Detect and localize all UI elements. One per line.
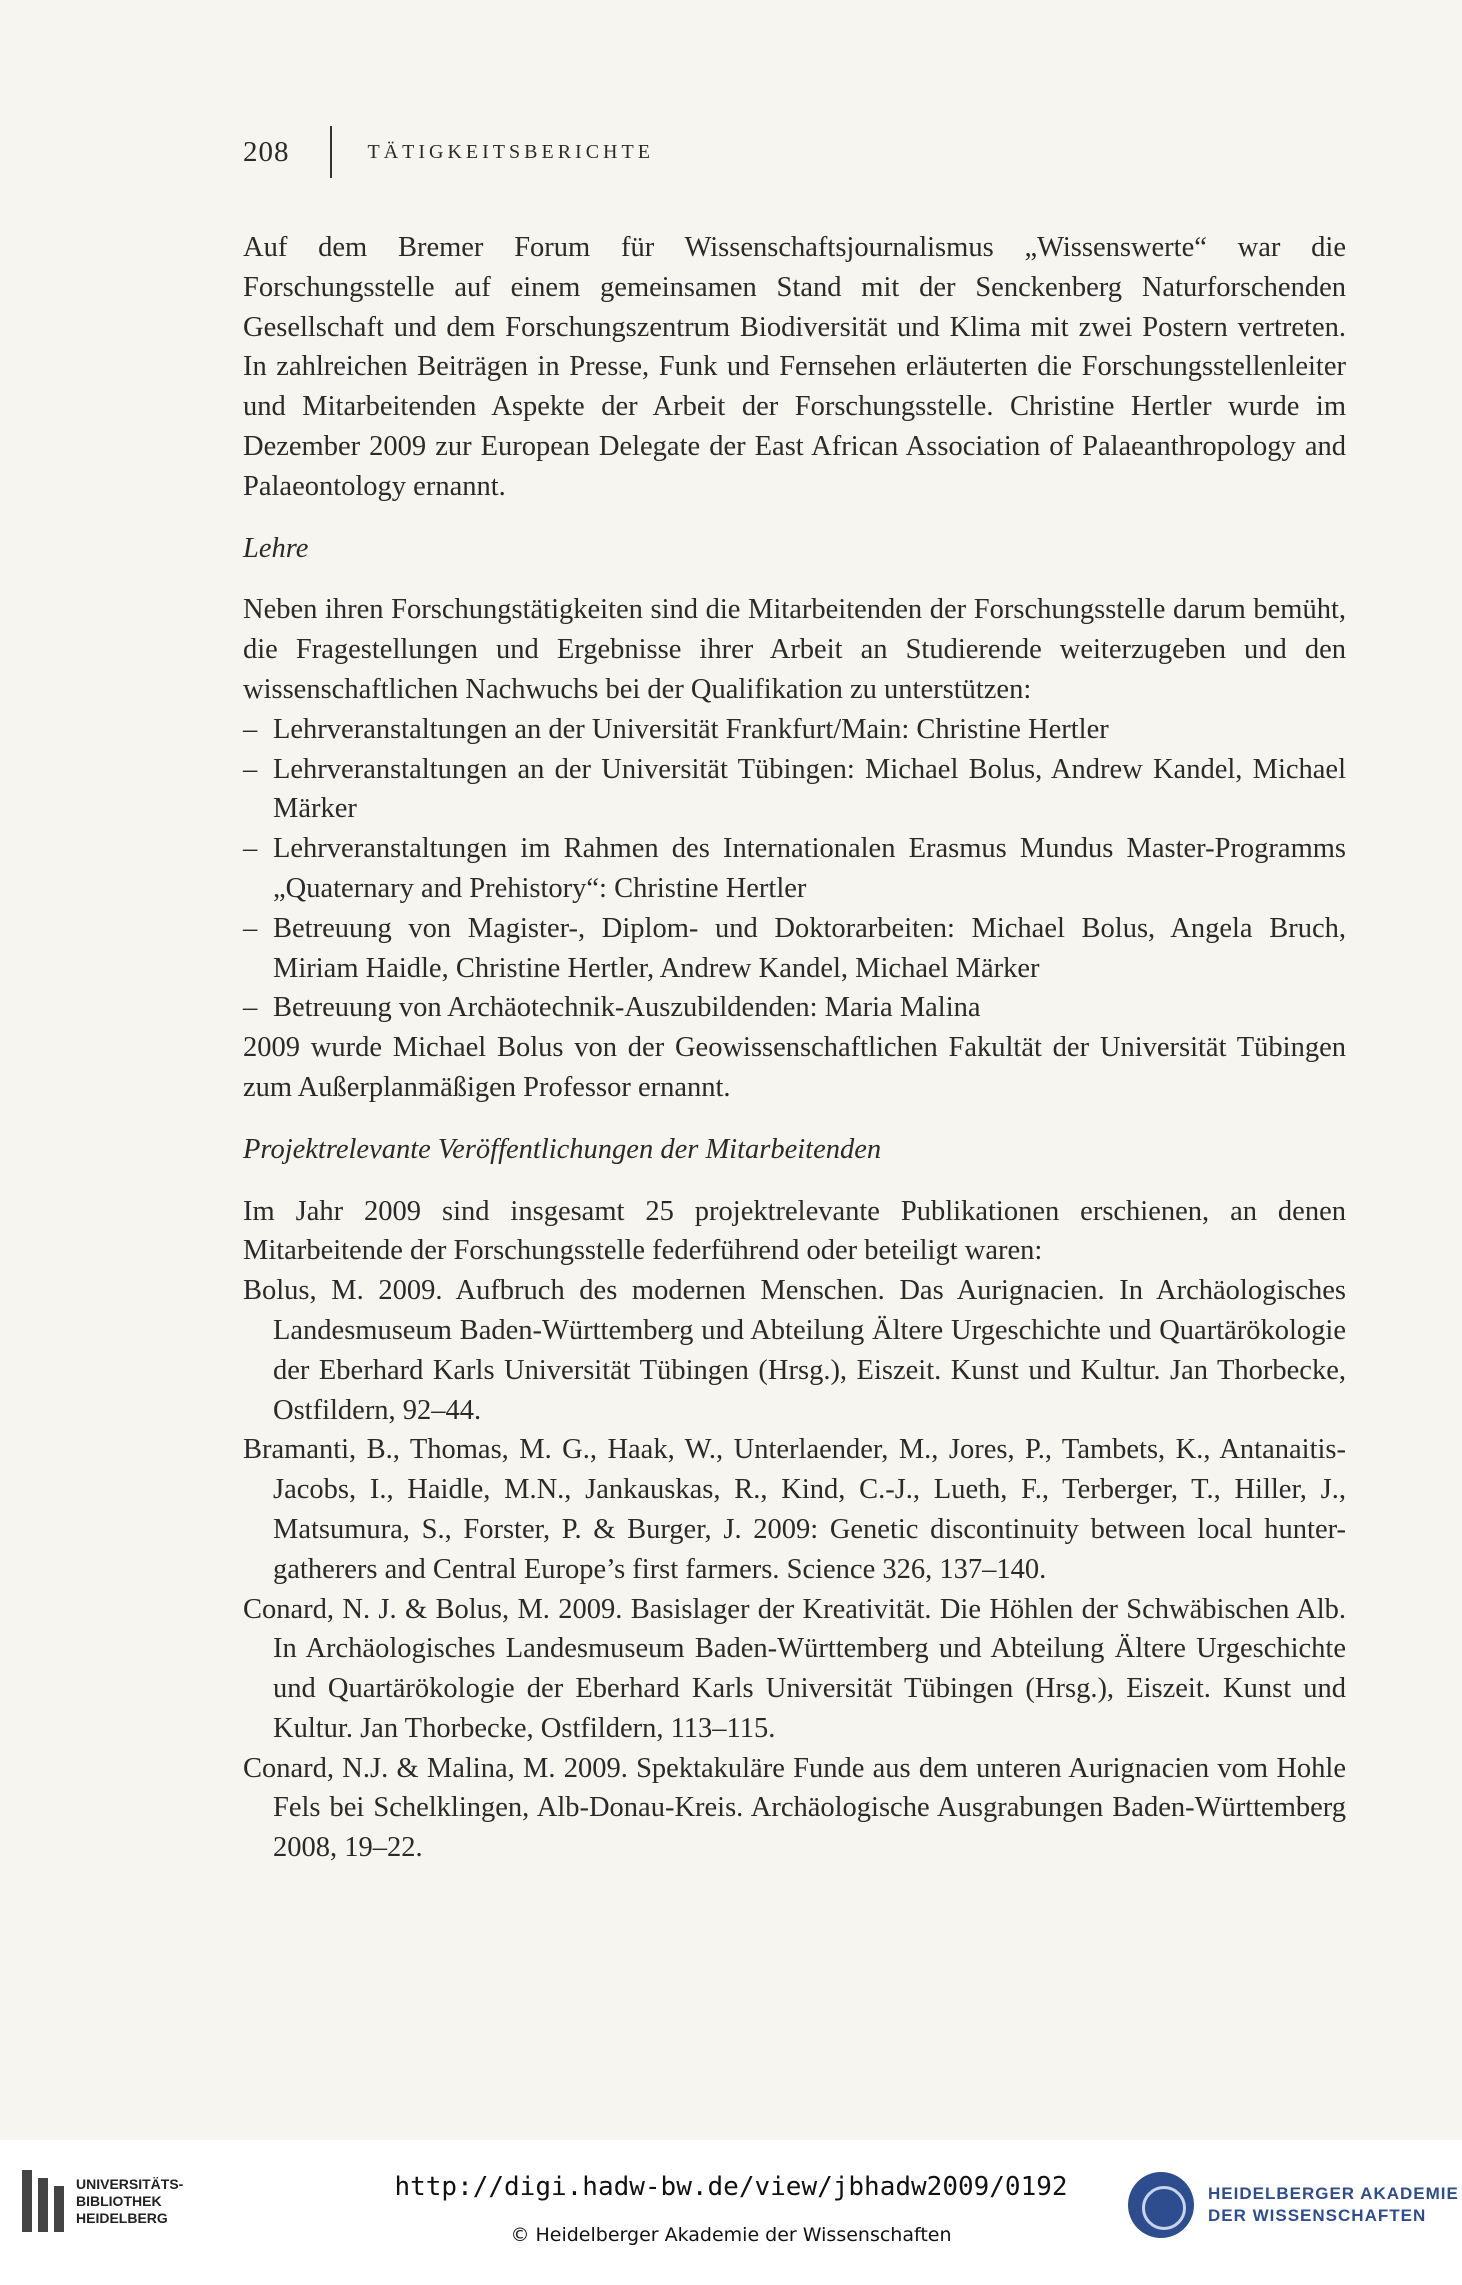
page-body [243, 228, 1346, 1868]
list-dash: – [243, 713, 258, 745]
library-logo-line: HEIDELBERG [76, 2209, 168, 2226]
list-item [243, 909, 1346, 989]
list-item-text: Betreuung von Archäotechnik-Auszubildenden: Maria Malina [273, 992, 981, 1024]
viewer-footer [0, 2140, 1462, 2285]
publications-heading: Projektrelevante Veröffentlichungen der Mitarbeitenden [243, 1133, 882, 1165]
library-logo-line: BIBLIOTHEK [76, 2192, 162, 2209]
reference-entry: Conard, N. J. & Bolus, M. 2009. Basislager der Kreativität. Die Höhlen der Schwäbischen Alb. In Archäologisches Landesmuseum Baden-Württemberg und Abteilung Ältere Urgeschichte und Quartärökologie der Eberhard Karls Universität Tübingen (Hrsg.), Eiszeit. Kunst und Kultur. Jan Thorbecke, Ostfildern, 113–115. [243, 1593, 1346, 1744]
professor-paragraph: 2009 wurde Michael Bolus von der Geowissenschaftlichen Fakultät der Universität Tübingen zum Außerplanmäßigen Professor ernannt. [243, 1032, 1346, 1103]
list-dash: – [243, 833, 258, 865]
lehre-heading: Lehre [243, 532, 309, 564]
academy-logo[interactable] [1128, 2172, 1459, 2238]
academy-logo-text [1208, 2183, 1459, 2227]
reference-list [243, 1271, 1346, 1868]
list-dash: – [243, 753, 258, 785]
page-number: 208 [243, 135, 290, 168]
academy-logo-line: HEIDELBERGER AKADEMIE [1208, 2184, 1459, 2203]
permalink-url[interactable]: http://digi.hadw-bw.de/view/jbhadw2009/0192 [394, 2172, 1068, 2202]
reference-entry: Conard, N.J. & Malina, M. 2009. Spektakuläre Funde aus dem unteren Aurignacien vom Hohle Fels bei Schelklingen, Alb-Donau-Kreis. Archäologische Ausgrabungen Baden-Württemberg 2008, 19–22. [243, 1752, 1346, 1864]
list-item [243, 710, 1346, 750]
list-item-text: Lehrveranstaltungen an der Universität Tübingen: Michael Bolus, Andrew Kandel, Michael Märker [273, 753, 1346, 825]
library-logo-line: UNIVERSITÄTS- [76, 2175, 184, 2192]
copyright-notice: © Heidelberger Akademie der Wissenschaften [510, 2224, 952, 2246]
reference-entry: Bramanti, B., Thomas, M. G., Haak, W., Unterlaender, M., Jores, P., Tambets, K., Antanaitis-Jacobs, I., Haidle, M.N., Jankauskas, R., Kind, C.-J., Lueth, F., Terberger, T., Hiller, J., Matsumura, S., Forster, P. & Burger, J. 2009: Genetic discontinuity between local hunter-gatherers and Central Europe’s first farmers. Science 326, 137–140. [243, 1434, 1346, 1585]
publications-paragraph: Im Jahr 2009 sind insgesamt 25 projektrelevante Publikationen erschienen, an denen Mitarbeitende der Forschungsstelle federführend oder beteiligt waren: [243, 1195, 1346, 1267]
lehre-list [243, 710, 1346, 1028]
list-item-text: Betreuung von Magister-, Diplom- und Doktorarbeiten: Michael Bolus, Angela Bruch, Miriam Haidle, Christine Hertler, Andrew Kandel, Michael Märker [273, 912, 1346, 984]
list-item [243, 988, 1346, 1028]
list-dash: – [243, 912, 258, 944]
list-item-text: Lehrveranstaltungen im Rahmen des Internationalen Erasmus Mundus Master-Programms „Quaternary and Prehistory“: Christine Hertler [273, 833, 1346, 904]
list-item [243, 750, 1346, 830]
page-header [243, 132, 654, 172]
list-item [243, 829, 1346, 909]
list-dash: – [243, 992, 258, 1024]
lehre-paragraph: Neben ihren Forschungstätigkeiten sind die Mitarbeitenden der Forschungsstelle darum bemüht, die Fragestellungen und Ergebnisse ihrer Arbeit an Studierende weiterzugeben und den wissenschaftlichen Nachwuchs bei der Qualifikation zu unterstützen: [243, 594, 1346, 705]
reference-entry: Bolus, M. 2009. Aufbruch des modernen Menschen. Das Aurignacien. In Archäologisches Landesmuseum Baden-Württemberg und Abteilung Ältere Urgeschichte und Quartärökologie der Eberhard Karls Universität Tübingen (Hrsg.), Eiszeit. Kunst und Kultur. Jan Thorbecke, Ostfildern, 92–44. [243, 1275, 1346, 1426]
list-item-text: Lehrveranstaltungen an der Universität Frankfurt/Main: Christine Hertler [273, 713, 1109, 745]
intro-paragraph: Auf dem Bremer Forum für Wissenschaftsjournalismus „Wissenswerte“ war die Forschungsstelle auf einem gemeinsamen Stand mit der Senckenberg Naturforschenden Gesellschaft und dem Forschungszentrum Biodiversität und Klima mit zwei Postern vertreten. In zahlreichen Beiträgen in Presse, Funk und Fernsehen erläuterten die Forschungsstellenleiter und Mitarbeitenden Aspekte der Arbeit der Forschungsstelle. Christine Hertler wurde im Dezember 2009 zur European Delegate der East African Association of Palaeanthropology and Palaeontology ernannt. [243, 232, 1346, 502]
academy-seal-icon [1128, 2172, 1194, 2238]
header-divider [330, 126, 332, 178]
running-head: TÄTIGKEITSBERICHTE [367, 140, 654, 163]
academy-logo-line: DER WISSENSCHAFTEN [1208, 2206, 1427, 2225]
